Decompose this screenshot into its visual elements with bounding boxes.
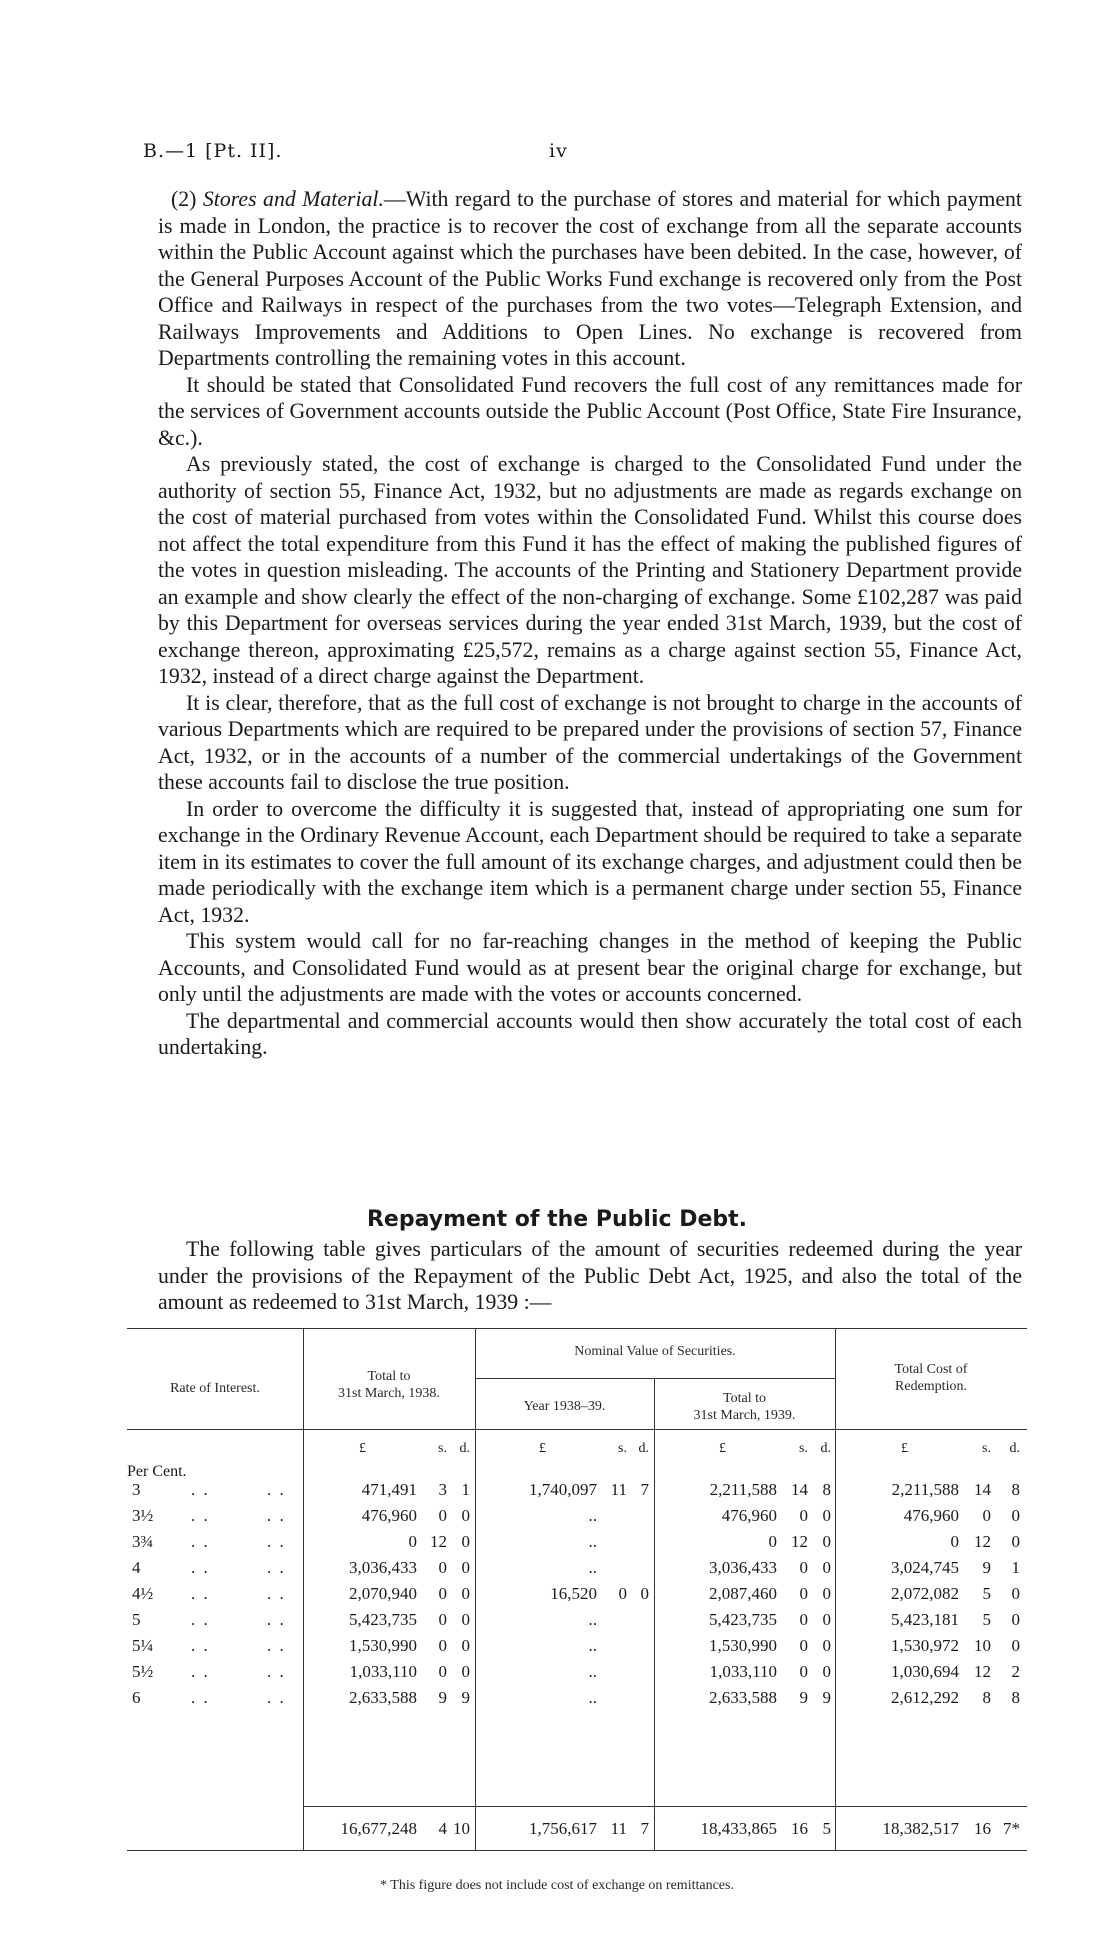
row-t38-pounds: 1,530,990: [349, 1636, 417, 1655]
page-header: [143, 140, 1043, 170]
leader-dots: . .: [191, 1584, 210, 1603]
unit-pound: £: [539, 1441, 546, 1456]
per-cent-label: Per Cent.: [127, 1463, 187, 1480]
row-t38-shillings: 0: [438, 1610, 447, 1629]
column-divider: [303, 1328, 304, 1850]
row-t38-pounds: 3,036,433: [349, 1558, 417, 1577]
row-t38-pounds: 1,033,110: [349, 1662, 417, 1681]
row-cost-shillings: 0: [982, 1506, 991, 1525]
row-cost-pence: 2: [1011, 1662, 1020, 1681]
unit-pence: d.: [638, 1441, 649, 1456]
paragraph: It should be stated that Consolidated Fund recovers the full cost of any remittances made for the services of Government accounts outside the Public Account (Post Office, State Fire Insurance, &c.).: [158, 372, 1022, 450]
row-cost-pounds: 1,030,694: [891, 1662, 959, 1681]
unit-pound: £: [719, 1441, 726, 1456]
total-t39-pounds: 18,433,865: [700, 1819, 777, 1838]
table-bottom-rule: [127, 1850, 1027, 1851]
row-yr-pounds: ..: [588, 1688, 597, 1707]
total-yr-shillings: 11: [610, 1819, 627, 1838]
row-t39-pence: 8: [822, 1480, 831, 1499]
footnote: * This figure does not include cost of exchange on remittances.: [380, 1878, 734, 1893]
row-t39-pence: 0: [822, 1662, 831, 1681]
row-cost-shillings: 14: [974, 1480, 991, 1499]
header-total-cost: Total Cost of Redemption.: [894, 1362, 968, 1394]
intro-paragraph: The following table gives particulars of the amount of securities redeemed during the year under the provisions of the Repayment of the Public Debt Act, 1925, and also the total of the amount as redeemed to 31st March, 1939 :—: [158, 1237, 1022, 1314]
section-intro: [158, 1236, 1022, 1316]
total-t38-pence: 10: [453, 1819, 470, 1838]
row-t38-pounds: 2,070,940: [349, 1584, 417, 1603]
row-t38-pence: 0: [461, 1558, 470, 1577]
total-cost-shillings: 16: [974, 1819, 991, 1838]
paragraph: It is clear, therefore, that as the full cost of exchange is not brought to charge in the accounts of various Departments which are required to be prepared under the provisions of section 57, Finance Act, 1932, or in the accounts of a number of the commercial undertakings of the Government these accounts fail to disclose the true position.: [158, 690, 1022, 794]
row-cost-pence: 0: [1011, 1610, 1020, 1629]
row-t39-pounds: 1,033,110: [709, 1662, 777, 1681]
unit-shillings: s.: [618, 1441, 627, 1456]
row-cost-pence: 0: [1011, 1636, 1020, 1655]
row-t39-pence: 0: [822, 1506, 831, 1525]
row-cost-pounds: 476,960: [903, 1506, 959, 1525]
header-total-1939: Total to 31st March, 1939.: [693, 1391, 796, 1423]
row-t38-pounds: 5,423,735: [349, 1610, 417, 1629]
paragraph-lead: (2): [171, 187, 203, 211]
row-t39-pence: 0: [822, 1636, 831, 1655]
paragraph-text: —With regard to the purchase of stores and material for which payment is made in London, the practice is to recover the cost of exchange from all the separate accounts within the Public Account against which the purchases have been debited. In the case, however, of the General Purposes Account of the Public Works Fund exchange is recovered only from the Post Office and Railways in respect of the purchases from the two votes—Telegraph Extension, and Railways Improvements and Additions to Open Lines. No exchange is recovered from Departments controlling the remaining votes in this account.: [158, 187, 1022, 370]
row-yr-shillings: 11: [610, 1480, 627, 1499]
row-t38-pounds: 471,491: [361, 1480, 417, 1499]
row-yr-pounds: ..: [588, 1662, 597, 1681]
unit-shillings: s.: [438, 1441, 447, 1456]
row-t39-pence: 9: [822, 1688, 831, 1707]
rate-of-interest: 5½: [132, 1662, 154, 1681]
row-cost-shillings: 10: [974, 1636, 991, 1655]
leader-dots: . .: [267, 1636, 286, 1655]
row-yr-pounds: ..: [588, 1610, 597, 1629]
row-t38-pence: 0: [461, 1532, 470, 1551]
row-cost-shillings: 5: [982, 1584, 991, 1603]
row-t38-shillings: 9: [438, 1688, 447, 1707]
row-cost-pounds: 2,072,082: [891, 1584, 959, 1603]
unit-pence: d.: [820, 1441, 831, 1456]
paragraph: In order to overcome the difficulty it is suggested that, instead of appropriating one sum for exchange in the Ordinary Revenue Account, each Department should be required to take a separate item in its estimates to cover the full amount of its exchange charges, and adjustment could then be made periodically with the exchange item which is a permanent charge under section 55, Finance Act, 1932.: [158, 796, 1022, 927]
leader-dots: . .: [191, 1558, 210, 1577]
row-t39-pounds: 476,960: [721, 1506, 777, 1525]
row-t39-pounds: 2,087,460: [709, 1584, 777, 1603]
total-t38-shillings: 4: [438, 1819, 447, 1838]
total-t39-shillings: 16: [791, 1819, 808, 1838]
row-t39-pence: 0: [822, 1558, 831, 1577]
rate-of-interest: 5: [132, 1610, 141, 1629]
leader-dots: . .: [191, 1688, 210, 1707]
row-t38-pence: 0: [461, 1584, 470, 1603]
leader-dots: . .: [267, 1610, 286, 1629]
leader-dots: . .: [191, 1532, 210, 1551]
row-cost-pounds: 1,530,972: [891, 1636, 959, 1655]
paragraph: The departmental and commercial accounts would then show accurately the total cost of each undertaking.: [158, 1008, 1022, 1059]
row-t39-shillings: 0: [799, 1558, 808, 1577]
repayment-table: [127, 1328, 1027, 1873]
rate-of-interest: 3½: [132, 1506, 154, 1525]
row-t38-shillings: 0: [438, 1584, 447, 1603]
row-t38-pence: 0: [461, 1636, 470, 1655]
rate-of-interest: 5¼: [132, 1636, 154, 1655]
row-t38-shillings: 0: [438, 1636, 447, 1655]
row-yr-pounds: 1,740,097: [529, 1480, 597, 1499]
table-header-bottom-rule: [127, 1429, 1027, 1430]
total-t38-pounds: 16,677,248: [340, 1819, 417, 1838]
rate-of-interest: 4: [132, 1558, 141, 1577]
row-t39-shillings: 9: [799, 1688, 808, 1707]
row-t38-shillings: 0: [438, 1662, 447, 1681]
leader-dots: . .: [267, 1688, 286, 1707]
paragraph: This system would call for no far-reaching changes in the method of keeping the Public Accounts, and Consolidated Fund would as at present bear the original charge for exchange, but only until the adjustments are made with the votes or accounts concerned.: [158, 929, 1022, 1006]
unit-pence: d.: [459, 1441, 470, 1456]
header-nominal-value: Nominal Value of Securities.: [574, 1344, 736, 1359]
row-yr-pounds: ..: [588, 1532, 597, 1551]
total-cost-pounds: 18,382,517: [882, 1819, 959, 1838]
rate-of-interest: 6: [132, 1688, 141, 1707]
row-t38-pence: 0: [461, 1662, 470, 1681]
leader-dots: . .: [267, 1532, 286, 1551]
total-yr-pounds: 1,756,617: [529, 1819, 597, 1838]
leader-dots: . .: [267, 1662, 286, 1681]
row-t39-shillings: 14: [791, 1480, 808, 1499]
row-cost-pounds: 2,211,588: [891, 1480, 959, 1499]
row-cost-shillings: 8: [982, 1688, 991, 1707]
row-t39-pounds: 2,633,588: [709, 1688, 777, 1707]
row-t38-pounds: 0: [408, 1532, 417, 1551]
row-yr-pounds: ..: [588, 1558, 597, 1577]
row-t39-pounds: 5,423,735: [709, 1610, 777, 1629]
row-t38-pence: 9: [461, 1688, 470, 1707]
row-t38-shillings: 12: [430, 1532, 447, 1551]
row-yr-shillings: 0: [618, 1584, 627, 1603]
body-text: [158, 186, 1022, 1061]
row-t39-pence: 0: [822, 1584, 831, 1603]
leader-dots: . .: [267, 1480, 286, 1499]
totals-rule: [303, 1806, 1027, 1807]
row-t39-pence: 0: [822, 1610, 831, 1629]
row-t39-pounds: 1,530,990: [709, 1636, 777, 1655]
row-yr-pounds: ..: [588, 1506, 597, 1525]
unit-pound: £: [901, 1441, 908, 1456]
row-t39-pounds: 3,036,433: [709, 1558, 777, 1577]
column-divider: [835, 1328, 836, 1850]
leader-dots: . .: [191, 1480, 210, 1499]
header-total-1938: Total to 31st March, 1938.: [338, 1369, 440, 1401]
row-yr-pounds: 16,520: [550, 1584, 597, 1603]
row-t39-shillings: 0: [799, 1584, 808, 1603]
leader-dots: . .: [267, 1584, 286, 1603]
row-t38-pounds: 476,960: [361, 1506, 417, 1525]
row-t38-pounds: 2,633,588: [349, 1688, 417, 1707]
unit-shillings: s.: [799, 1441, 808, 1456]
row-cost-pounds: 5,423,181: [891, 1610, 959, 1629]
row-cost-pounds: 0: [950, 1532, 959, 1551]
rate-of-interest: 3: [132, 1480, 141, 1499]
column-divider: [654, 1378, 655, 1850]
row-cost-pence: 0: [1011, 1532, 1020, 1551]
unit-pence: d.: [1009, 1441, 1020, 1456]
row-cost-pence: 0: [1011, 1584, 1020, 1603]
row-cost-pounds: 2,612,292: [891, 1688, 959, 1707]
document-reference: B.—1 [Pt. II].: [143, 140, 283, 162]
row-cost-pence: 8: [1011, 1480, 1020, 1499]
row-t39-shillings: 12: [791, 1532, 808, 1551]
row-yr-pounds: ..: [588, 1636, 597, 1655]
row-t38-pence: 0: [461, 1610, 470, 1629]
total-cost-pence: 7*: [1003, 1819, 1020, 1838]
leader-dots: . .: [191, 1636, 210, 1655]
total-yr-pence: 7: [640, 1819, 649, 1838]
leader-dots: . .: [191, 1662, 210, 1681]
row-cost-pence: 1: [1011, 1558, 1020, 1577]
unit-shillings: s.: [982, 1441, 991, 1456]
unit-pound: £: [359, 1441, 366, 1456]
page-number: iv: [549, 140, 568, 162]
row-t39-shillings: 0: [799, 1662, 808, 1681]
row-cost-shillings: 9: [982, 1558, 991, 1577]
row-cost-shillings: 5: [982, 1610, 991, 1629]
row-t38-pence: 0: [461, 1506, 470, 1525]
leader-dots: . .: [267, 1506, 286, 1525]
paragraph-stores-material: [158, 186, 1022, 372]
row-cost-pence: 0: [1011, 1506, 1020, 1525]
leader-dots: . .: [267, 1558, 286, 1577]
section-heading: Repayment of the Public Debt.: [366, 1207, 748, 1232]
row-t39-shillings: 0: [799, 1610, 808, 1629]
leader-dots: . .: [191, 1506, 210, 1525]
row-t38-pence: 1: [461, 1480, 470, 1499]
row-cost-shillings: 12: [974, 1662, 991, 1681]
paragraph: As previously stated, the cost of exchange is charged to the Consolidated Fund under the authority of section 55, Finance Act, 1932, but no adjustments are made as regards exchange on the cost of material purchased from votes within the Consolidated Fund. Whilst this course does not affect the total expenditure from this Fund it has the effect of making the published figures of the votes in question misleading. The accounts of the Printing and Stationery Department provide an example and show clearly the effect of the non-charging of exchange. Some £102,287 was paid by this Department for overseas services during the year ended 31st March, 1939, but the cost of exchange thereon, approximating £25,572, remains as a charge against section 55, Finance Act, 1932, instead of a direct charge against the Department.: [158, 452, 1022, 688]
header-year-1938-39: Year 1938–39.: [523, 1399, 606, 1414]
table-top-rule: [127, 1328, 1027, 1329]
row-yr-pence: 0: [640, 1584, 649, 1603]
row-yr-pence: 7: [640, 1480, 649, 1499]
row-cost-shillings: 12: [974, 1532, 991, 1551]
total-t39-pence: 5: [822, 1819, 831, 1838]
row-t38-shillings: 3: [438, 1480, 447, 1499]
row-cost-pounds: 3,024,745: [891, 1558, 959, 1577]
row-t39-pounds: 0: [768, 1532, 777, 1551]
row-t39-shillings: 0: [799, 1636, 808, 1655]
row-t38-shillings: 0: [438, 1506, 447, 1525]
row-t39-pounds: 2,211,588: [709, 1480, 777, 1499]
row-cost-pence: 8: [1011, 1688, 1020, 1707]
row-t39-pence: 0: [822, 1532, 831, 1551]
header-rate-of-interest: Rate of Interest.: [170, 1381, 260, 1396]
rate-of-interest: 3¾: [132, 1532, 154, 1551]
paragraph-italic-heading: Stores and Material.: [202, 187, 384, 211]
leader-dots: . .: [191, 1610, 210, 1629]
nominal-subheader-rule: [475, 1378, 835, 1379]
rate-of-interest: 4½: [132, 1584, 154, 1603]
row-t39-shillings: 0: [799, 1506, 808, 1525]
row-t38-shillings: 0: [438, 1558, 447, 1577]
